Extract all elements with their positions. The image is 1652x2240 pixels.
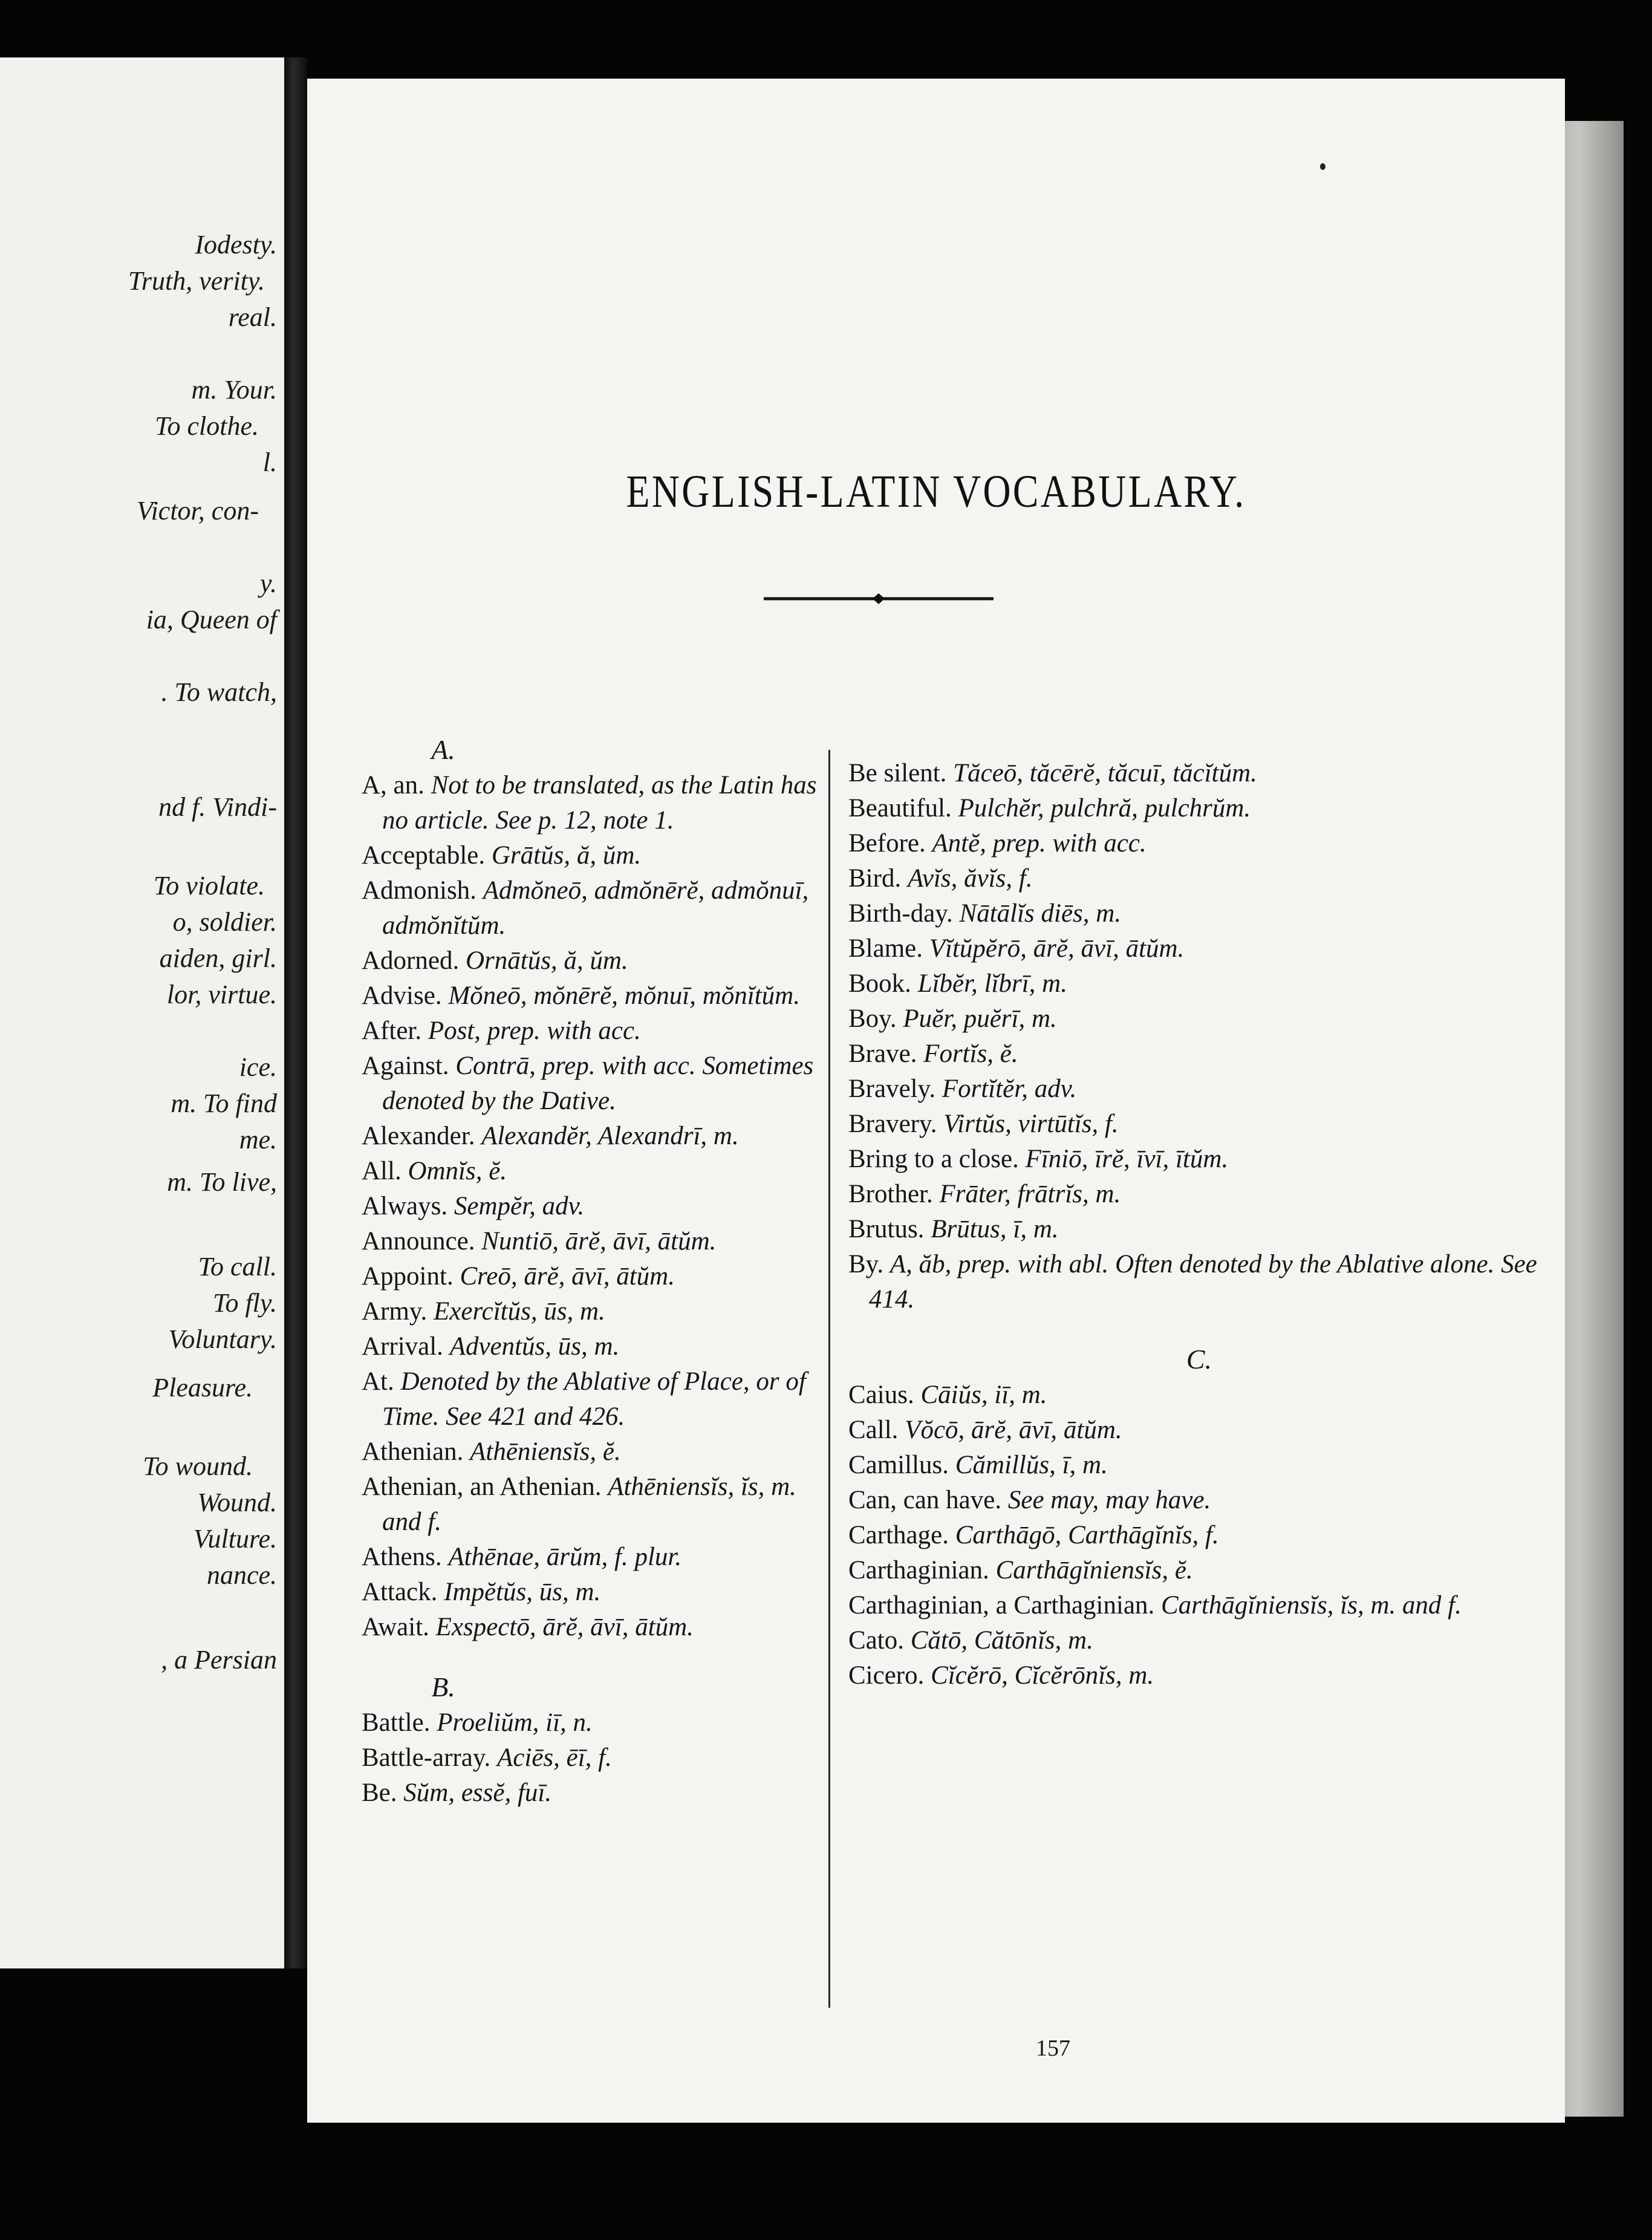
vocabulary-column-right — [848, 756, 1550, 1693]
vocabulary-column-left — [362, 732, 827, 1811]
entry-definition: Not to be translated, as the Latin has no article. See p. 12, note 1. — [382, 771, 817, 835]
vocab-entry — [848, 1413, 1550, 1448]
vocab-entry — [362, 1224, 827, 1259]
entry-headword: Battle. — [362, 1708, 431, 1737]
vocab-entry — [848, 1212, 1550, 1247]
entry-definition: Cāiŭs, iī, m. — [920, 1381, 1047, 1409]
entry-definition: Adventŭs, ūs, m. — [449, 1332, 620, 1361]
entry-definition: Vĭtŭpĕrō, ārĕ, āvī, ātŭm. — [929, 934, 1185, 963]
facing-page-fragment: Victor, con- — [136, 496, 259, 526]
facing-page-fragment: ice. — [239, 1052, 277, 1082]
entry-headword: Bravely. — [848, 1075, 936, 1103]
vocab-entry — [848, 931, 1550, 966]
entry-definition: Exercĭtŭs, ūs, m. — [434, 1297, 605, 1326]
entry-headword: By. — [848, 1250, 884, 1278]
entry-headword: Arrival. — [362, 1332, 443, 1361]
vocab-entry — [848, 1483, 1550, 1518]
vocab-entry — [362, 838, 827, 873]
entry-headword: Acceptable. — [362, 841, 486, 870]
entry-headword: Brother. — [848, 1180, 933, 1208]
entry-definition: Ornātŭs, ă, ŭm. — [465, 946, 628, 975]
facing-page-fragment: Vulture. — [193, 1524, 277, 1554]
vocab-entry — [362, 1705, 827, 1740]
entry-headword: Boy. — [848, 1004, 897, 1033]
entry-definition: Brūtus, ī, m. — [931, 1215, 1059, 1243]
entry-headword: Army. — [362, 1297, 428, 1326]
entry-definition: Mŏneō, mŏnērĕ, mŏnuī, mŏnĭtŭm. — [448, 982, 800, 1010]
vocab-entry — [848, 1588, 1550, 1623]
entry-headword: Athens. — [362, 1543, 442, 1571]
entry-definition: Avĭs, ăvĭs, f. — [907, 864, 1033, 893]
entry-headword: Beautiful. — [848, 794, 952, 822]
section-letter: A. — [431, 734, 455, 765]
vocab-entry — [848, 756, 1550, 791]
vocab-entry — [848, 1072, 1550, 1107]
vocab-entry — [362, 943, 827, 978]
entry-definition: Alexandĕr, Alexandrī, m. — [481, 1122, 739, 1150]
entry-definition: Cămillŭs, ī, m. — [955, 1451, 1108, 1479]
facing-page-fragment: To clothe. — [155, 411, 259, 441]
vocab-entry — [848, 1448, 1550, 1483]
entry-definition: Puĕr, puĕrī, m. — [903, 1004, 1057, 1033]
vocab-entry — [362, 1119, 827, 1154]
entry-definition: Exspectō, ārĕ, āvī, ātŭm. — [435, 1613, 694, 1641]
vocab-entry — [848, 791, 1550, 826]
entry-definition: Grātŭs, ă, ŭm. — [491, 841, 642, 870]
entry-headword: Bring to a close. — [848, 1145, 1019, 1173]
entry-definition: Tăceō, tăcērĕ, tăcuī, tăcĭtŭm. — [953, 759, 1257, 787]
facing-page-fragment: Voluntary. — [168, 1324, 277, 1354]
entry-headword: Advise. — [362, 982, 442, 1010]
entry-definition: Aciēs, ēī, f. — [497, 1743, 612, 1772]
facing-page-fragment: nd f. Vindi- — [158, 792, 277, 822]
vocab-entry — [362, 768, 827, 838]
vocab-entry — [362, 1740, 827, 1776]
vocab-entry — [362, 1329, 827, 1364]
vocab-entry — [362, 1364, 827, 1434]
facing-page-fragment: To call. — [198, 1252, 277, 1281]
vocab-entry — [362, 1434, 827, 1470]
entry-headword: Battle-array. — [362, 1743, 491, 1772]
entry-headword: Appoint. — [362, 1262, 454, 1291]
entry-headword: Before. — [848, 829, 926, 858]
entry-headword: Carthage. — [848, 1521, 949, 1549]
entry-definition: A, ăb, prep. with abl. Often denoted by the Ablative alone. See 414. — [869, 1250, 1537, 1314]
vocab-entry — [362, 1294, 827, 1329]
section-letter: B. — [431, 1672, 455, 1702]
entry-headword: Can, can have. — [848, 1486, 1002, 1514]
entry-definition: Lĭbĕr, lĭbrī, m. — [917, 969, 1067, 998]
vocab-entry — [362, 1470, 827, 1540]
entry-definition: Denoted by the Ablative of Place, or of Time. See 421 and 426. — [382, 1367, 806, 1431]
vocab-entry — [848, 1518, 1550, 1553]
vocab-entry — [848, 1001, 1550, 1037]
vocab-entry — [362, 1259, 827, 1294]
vocabulary-page — [307, 79, 1565, 2123]
vocab-entry — [848, 1142, 1550, 1177]
entry-definition: Nuntiō, ārĕ, āvī, ātŭm. — [481, 1227, 717, 1255]
entry-definition: Fortĭs, ĕ. — [923, 1040, 1018, 1068]
vocab-entry — [848, 1247, 1550, 1317]
vocab-entry — [362, 1049, 827, 1119]
entry-headword: Adorned. — [362, 946, 460, 975]
vocab-entry — [362, 1014, 827, 1049]
facing-page-fragment: me. — [239, 1125, 277, 1154]
entry-headword: Brutus. — [848, 1215, 925, 1243]
facing-page-fragment: Iodesty. — [195, 230, 277, 259]
entry-definition: Athēnae, ārŭm, f. plur. — [448, 1543, 682, 1571]
entry-headword: A, an. — [362, 771, 424, 799]
vocab-entry — [362, 873, 827, 943]
vocab-entry — [362, 1189, 827, 1224]
entry-definition: Sŭm, essĕ, fuī. — [403, 1779, 552, 1807]
entry-definition: Post, prep. with acc. — [428, 1017, 641, 1045]
facing-page-fragment: To fly. — [213, 1288, 277, 1318]
entry-definition: Carthāgĭniensĭs, ĕ. — [995, 1556, 1193, 1584]
facing-page-fragment: y. — [259, 568, 277, 598]
entry-headword: Against. — [362, 1052, 449, 1080]
entry-headword: Brave. — [848, 1040, 917, 1068]
vocab-entry — [848, 861, 1550, 896]
entry-headword: Athenian, an Athenian. — [362, 1473, 602, 1501]
facing-page-fragment: To wound. — [143, 1451, 253, 1481]
entry-definition: Contrā, prep. with acc. Sometimes denoted by the Dative. — [382, 1052, 814, 1115]
vocab-entry — [848, 1553, 1550, 1588]
facing-page-fragment: Pleasure. — [152, 1373, 253, 1402]
facing-page-fragment: To violate. — [153, 871, 265, 900]
entry-definition: Athēniensĭs, ĭs, m. and f. — [382, 1473, 796, 1536]
entry-definition: Proeliŭm, iī, n. — [437, 1708, 593, 1737]
entry-headword: Blame. — [848, 934, 923, 963]
facing-page-fragment: real. — [228, 302, 277, 332]
entry-headword: Be. — [362, 1779, 397, 1807]
entry-headword: Camillus. — [848, 1451, 949, 1479]
entry-headword: Birth-day. — [848, 899, 953, 928]
entry-headword: After. — [362, 1017, 422, 1045]
facing-page-fragment: , a Persian — [161, 1645, 277, 1675]
entry-definition: Admŏneō, admŏnērĕ, admŏnuī, admŏnĭtŭm. — [382, 876, 809, 940]
vocab-entry — [362, 1610, 827, 1645]
entry-headword: All. — [362, 1157, 402, 1185]
facing-page-fragment: lor, virtue. — [166, 980, 277, 1009]
facing-page-fragment: nance. — [206, 1560, 277, 1590]
entry-definition: Fortĭtĕr, adv. — [941, 1075, 1077, 1103]
facing-page-fragment: . To watch, — [161, 677, 277, 707]
entry-headword: Await. — [362, 1613, 429, 1641]
entry-headword: Carthaginian, a Carthaginian. — [848, 1591, 1155, 1620]
entry-definition: Pulchĕr, pulchră, pulchrŭm. — [958, 794, 1251, 822]
vocab-entry — [362, 1575, 827, 1610]
entry-headword: Cato. — [848, 1626, 904, 1655]
entry-definition: Carthāgĭniensĭs, ĭs, m. and f. — [1161, 1591, 1462, 1620]
entry-definition: Omnĭs, ĕ. — [408, 1157, 507, 1185]
entry-headword: Announce. — [362, 1227, 475, 1255]
book-gutter — [284, 57, 307, 1968]
entry-headword: Always. — [362, 1192, 448, 1220]
facing-page-fragment: m. To find — [171, 1089, 277, 1118]
entry-definition: Athēniensĭs, ĕ. — [470, 1437, 621, 1466]
entry-definition: Impĕtŭs, ūs, m. — [444, 1578, 601, 1606]
facing-page — [0, 57, 284, 1968]
facing-page-fragment: ia, Queen of — [146, 605, 277, 634]
vocab-entry — [362, 1776, 827, 1811]
entry-headword: Bird. — [848, 864, 902, 893]
facing-page-fragment: o, soldier. — [172, 907, 277, 937]
vocab-entry — [848, 966, 1550, 1001]
facing-page-fragment: Truth, verity. — [128, 266, 265, 296]
entry-headword: Attack. — [362, 1578, 438, 1606]
entry-headword: Carthaginian. — [848, 1556, 989, 1584]
entry-definition: Virtŭs, virtūtĭs, f. — [943, 1110, 1119, 1138]
entry-definition: See may, may have. — [1007, 1486, 1211, 1514]
vocab-entry — [848, 896, 1550, 931]
vocab-entry — [848, 1177, 1550, 1212]
facing-page-fragment: m. Your. — [191, 375, 277, 405]
vocab-entry — [362, 1540, 827, 1575]
entry-headword: Bravery. — [848, 1110, 937, 1138]
entry-headword: Cicero. — [848, 1661, 925, 1690]
entry-definition: Cătō, Cătōnĭs, m. — [910, 1626, 1093, 1655]
vocab-entry — [848, 1658, 1550, 1693]
facing-page-fragment: l. — [262, 448, 277, 477]
entry-headword: Alexander. — [362, 1122, 475, 1150]
entry-definition: Frāter, frātrĭs, m. — [939, 1180, 1121, 1208]
facing-page-fragment: m. To live, — [167, 1167, 277, 1197]
page-number: 157 — [1036, 2036, 1070, 2061]
vocab-entry — [848, 1378, 1550, 1413]
vocab-entry — [848, 826, 1550, 861]
entry-definition: Carthāgō, Carthāgĭnĭs, f. — [955, 1521, 1219, 1549]
ink-speck — [1320, 163, 1325, 170]
vocab-entry — [848, 1623, 1550, 1658]
vocab-entry — [362, 1154, 827, 1189]
entry-definition: Nātālĭs diēs, m. — [959, 899, 1122, 928]
entry-definition: Creō, ārĕ, āvī, ātŭm. — [460, 1262, 675, 1291]
facing-page-fragment: aiden, girl. — [159, 943, 277, 973]
vocab-entry — [362, 978, 827, 1014]
entry-headword: Admonish. — [362, 876, 476, 905]
vocab-entry — [848, 1107, 1550, 1142]
page-title: ENGLISH-LATIN VOCABULARY. — [626, 466, 1246, 517]
entry-definition: Vŏcō, ārĕ, āvī, ātŭm. — [905, 1416, 1122, 1444]
entry-definition: Antĕ, prep. with acc. — [932, 829, 1146, 858]
entry-headword: Book. — [848, 969, 911, 998]
entry-headword: Caius. — [848, 1381, 914, 1409]
entry-headword: Call. — [848, 1416, 899, 1444]
entry-headword: Athenian. — [362, 1437, 464, 1466]
entry-definition: Fīniō, īrĕ, īvī, ītŭm. — [1025, 1145, 1229, 1173]
column-divider — [828, 750, 830, 2008]
facing-page-fragment: Wound. — [197, 1488, 277, 1517]
vocab-entry — [848, 1037, 1550, 1072]
title-rule-ornament — [764, 591, 993, 606]
entry-definition: Cĭcĕrō, Cĭcĕrōnĭs, m. — [931, 1661, 1154, 1690]
entry-headword: Be silent. — [848, 759, 947, 787]
section-letter: C. — [1186, 1344, 1212, 1375]
entry-definition: Sempĕr, adv. — [454, 1192, 585, 1220]
entry-headword: At. — [362, 1367, 394, 1396]
